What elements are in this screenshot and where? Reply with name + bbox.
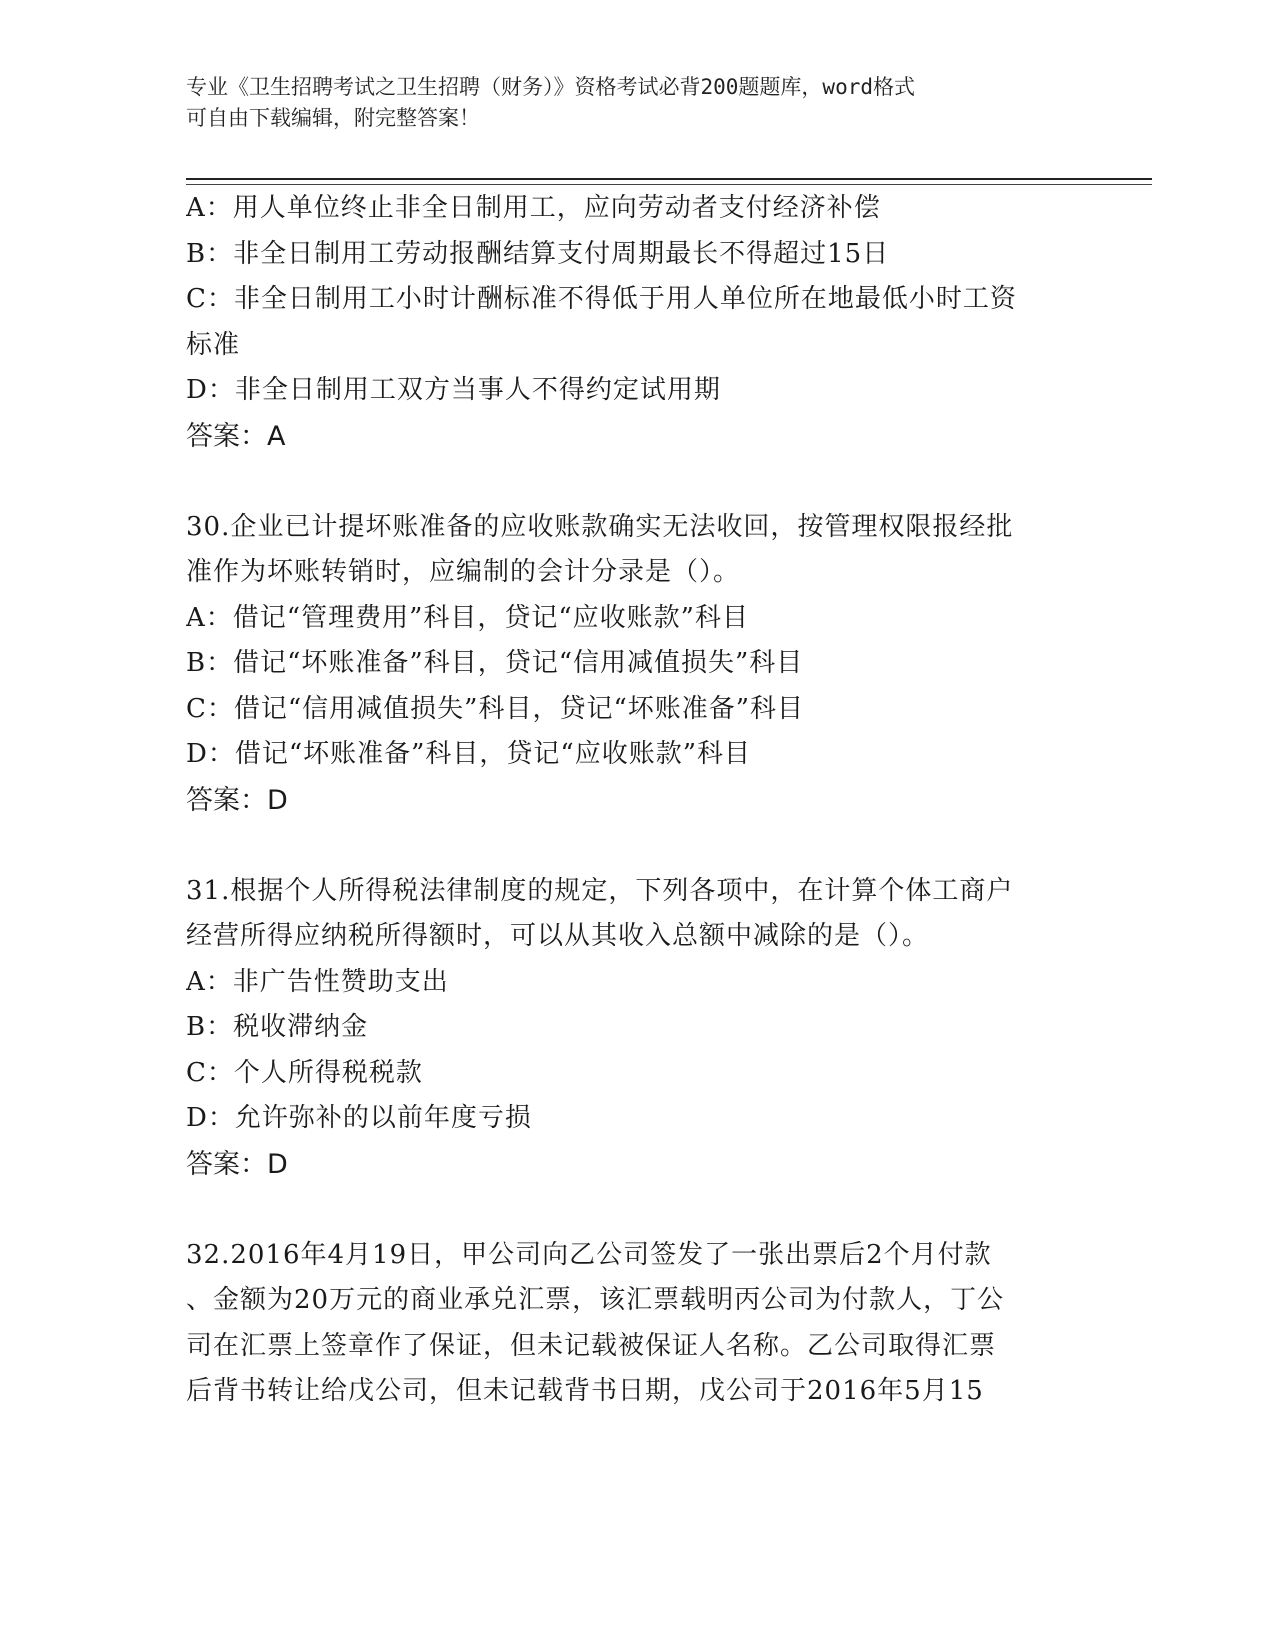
q30-option-c: C：借记“信用减值损失”科目，贷记“坏账准备”科目: [186, 693, 805, 724]
q32-stem-line2: 、金额为20万元的商业承兑汇票，该汇票载明丙公司为付款人，丁公: [186, 1285, 1005, 1315]
header-line-1: 专业《卫生招聘考试之卫生招聘（财务）》资格考试必背200题题库，word格式: [186, 75, 915, 99]
question-29-options: [186, 186, 1066, 459]
q29-option-c-line2: 标准: [186, 329, 241, 360]
header-rule-thin: [186, 184, 1152, 185]
q32-stem-line3: 司在汇票上签章作了保证，但未记载被保证人名称。乙公司取得汇票: [186, 1330, 997, 1361]
q30-option-a: A：借记“管理费用”科目，贷记“应收账款”科目: [186, 602, 749, 633]
q32-stem-line4: 后背书转让给戊公司，但未记载背书日期，戊公司于2016年5月15: [186, 1376, 984, 1406]
q31-answer: 答案：D: [186, 1148, 288, 1180]
q31-option-b: B：税收滞纳金: [186, 1012, 369, 1042]
spacer: [186, 1187, 1066, 1233]
q31-option-a: A：非广告性赞助支出: [186, 966, 449, 997]
header-rule-thick: [186, 178, 1152, 180]
q31-option-d: D：允许弥补的以前年度亏损: [186, 1103, 532, 1133]
q30-option-d: D：借记“坏账准备”科目，贷记“应收账款”科目: [186, 739, 752, 769]
q29-option-a: A：用人单位终止非全日制用工，应向劳动者支付经济补偿: [186, 193, 881, 223]
document-header: [186, 72, 1066, 134]
q32-stem-line1: 32.2016年4月19日，甲公司向乙公司签发了一张出票后2个月付款: [186, 1239, 992, 1270]
q30-stem-line1: 30.企业已计提坏账准备的应收账款确实无法收回，按管理权限报经批: [186, 511, 1014, 542]
q29-option-b: B：非全日制用工劳动报酬结算支付周期最长不得超过15日: [186, 238, 890, 269]
q31-stem-line2: 经营所得应纳税所得额时，可以从其收入总额中减除的是（）。: [186, 921, 930, 951]
q29-answer: 答案：A: [186, 420, 286, 452]
header-line-2: 可自由下载编辑，附完整答案！: [186, 106, 480, 130]
q29-option-d: D：非全日制用工双方当事人不得约定试用期: [186, 375, 721, 405]
spacer: [186, 459, 1066, 505]
q31-stem-line1: 31.根据个人所得税法律制度的规定，下列各项中，在计算个体工商户: [186, 875, 1014, 906]
question-32: [186, 1233, 1066, 1415]
q29-option-c-line1: C：非全日制用工小时计酬标准不得低于用人单位所在地最低小时工资: [186, 284, 1017, 314]
question-30: [186, 505, 1066, 824]
q31-option-c: C：个人所得税税款: [186, 1057, 423, 1088]
question-31: [186, 869, 1066, 1188]
spacer: [186, 823, 1066, 869]
q30-option-b: B：借记“坏账准备”科目，贷记“信用减值损失”科目: [186, 648, 804, 678]
q30-stem-line2: 准作为坏账转销时，应编制的会计分录是（）。: [186, 557, 741, 587]
question-content: [186, 186, 1066, 1415]
q30-answer: 答案：D: [186, 784, 288, 816]
